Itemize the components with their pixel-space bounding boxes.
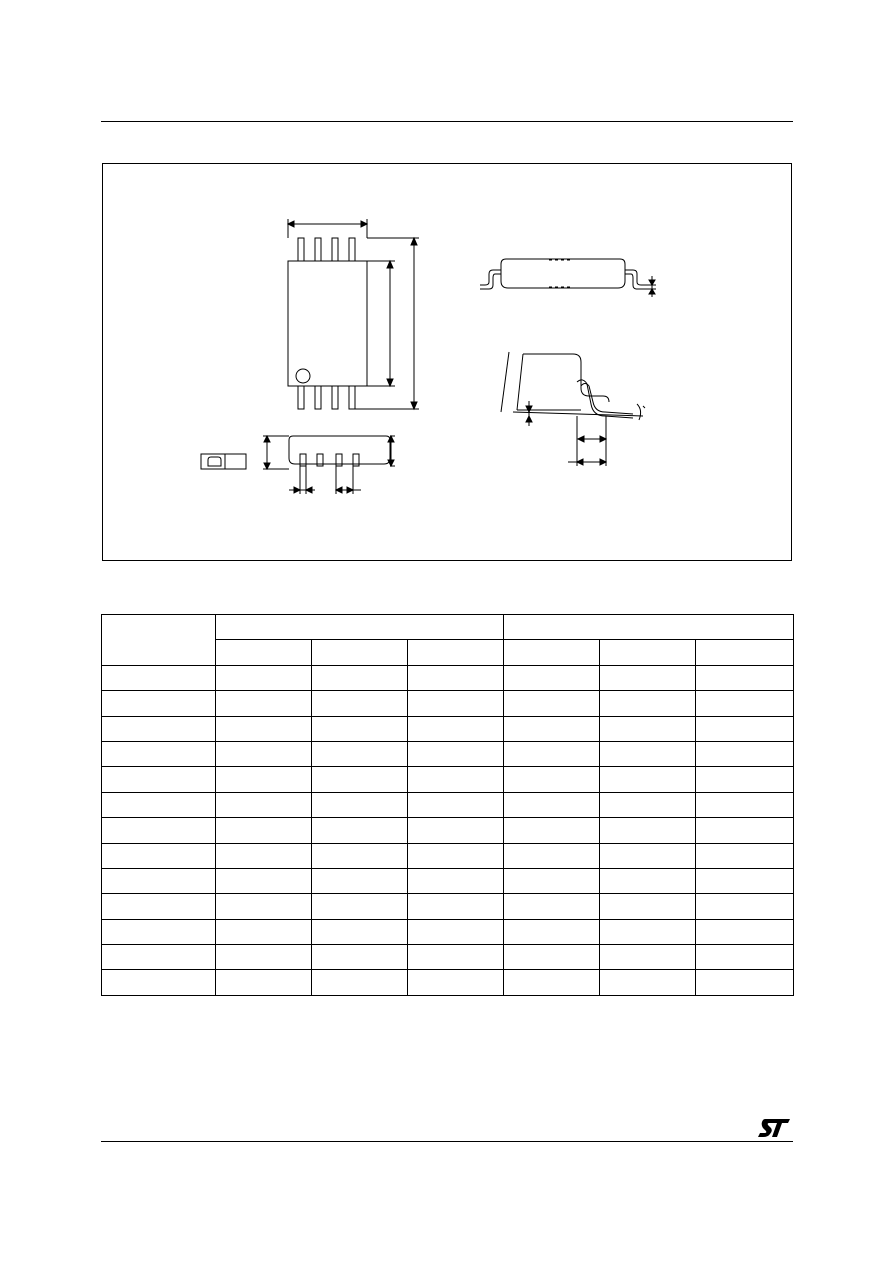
dimension-value-cell — [312, 767, 408, 792]
subheader-cell — [216, 640, 312, 665]
dimension-symbol-cell — [102, 741, 216, 766]
dimension-value-cell — [408, 767, 504, 792]
dimension-value-cell — [408, 945, 504, 970]
dimension-value-cell — [504, 818, 600, 843]
dimension-value-cell — [504, 691, 600, 716]
dimension-value-cell — [408, 741, 504, 766]
dimension-value-cell — [312, 818, 408, 843]
dimension-symbol-cell — [102, 970, 216, 996]
table-row — [102, 741, 794, 766]
subheader-cell — [408, 640, 504, 665]
dimension-value-cell — [312, 792, 408, 817]
dimension-table — [101, 614, 794, 996]
dimension-symbol-cell — [102, 919, 216, 944]
dimension-value-cell — [504, 843, 600, 868]
table-row — [102, 818, 794, 843]
dimension-value-cell — [696, 716, 794, 741]
dimension-value-cell — [408, 843, 504, 868]
dimension-value-cell — [216, 868, 312, 893]
dimension-value-cell — [600, 970, 696, 996]
dimension-value-cell — [696, 691, 794, 716]
dimension-value-cell — [312, 894, 408, 919]
dimension-value-cell — [600, 868, 696, 893]
dimension-value-cell — [312, 665, 408, 690]
dimension-value-cell — [696, 919, 794, 944]
dimension-symbol-cell — [102, 665, 216, 690]
dimension-value-cell — [408, 868, 504, 893]
subheader-cell — [504, 640, 600, 665]
dimension-value-cell — [504, 919, 600, 944]
dimension-value-cell — [600, 818, 696, 843]
dimension-value-cell — [696, 741, 794, 766]
dimension-value-cell — [216, 792, 312, 817]
dimension-value-cell — [312, 868, 408, 893]
side-view — [480, 259, 656, 297]
dimension-value-cell — [600, 767, 696, 792]
dimension-value-cell — [312, 843, 408, 868]
subheader-cell — [696, 640, 794, 665]
front-view-body — [289, 436, 390, 464]
table-row — [102, 970, 794, 996]
subheader-cell — [600, 640, 696, 665]
dimension-symbol-cell — [102, 843, 216, 868]
st-logo — [757, 1117, 791, 1139]
dimension-value-cell — [504, 970, 600, 996]
table-row — [102, 945, 794, 970]
dimension-value-cell — [504, 792, 600, 817]
dimension-symbol-cell — [102, 945, 216, 970]
dimension-value-cell — [216, 919, 312, 944]
dimension-value-cell — [408, 919, 504, 944]
dimension-value-cell — [696, 665, 794, 690]
subheader-cell — [312, 640, 408, 665]
dimension-symbol-cell — [102, 716, 216, 741]
dimension-value-cell — [504, 665, 600, 690]
header-rule — [101, 121, 793, 122]
dimension-value-cell — [216, 894, 312, 919]
dimension-value-cell — [600, 792, 696, 817]
dimension-value-cell — [696, 945, 794, 970]
dimension-value-cell — [504, 716, 600, 741]
dimension-value-cell — [216, 818, 312, 843]
table-row — [102, 691, 794, 716]
dimension-value-cell — [600, 945, 696, 970]
table-row — [102, 868, 794, 893]
package-drawing-svg — [103, 164, 791, 560]
dimension-value-cell — [504, 741, 600, 766]
table-row — [102, 843, 794, 868]
dimension-value-cell — [216, 843, 312, 868]
dimension-symbol-cell — [102, 894, 216, 919]
table-row — [102, 894, 794, 919]
dimension-symbol-cell — [102, 818, 216, 843]
dimension-value-cell — [696, 894, 794, 919]
dimension-value-cell — [504, 945, 600, 970]
dimension-value-cell — [504, 894, 600, 919]
dimension-value-cell — [696, 970, 794, 996]
top-view — [288, 219, 419, 409]
dimension-value-cell — [312, 919, 408, 944]
dimension-value-cell — [408, 894, 504, 919]
dimension-value-cell — [408, 792, 504, 817]
dimension-value-cell — [312, 691, 408, 716]
dimension-value-cell — [696, 843, 794, 868]
dimension-value-cell — [312, 945, 408, 970]
header-dim-cell — [102, 615, 216, 666]
side-view-body — [501, 259, 625, 288]
header-group-cell — [504, 615, 794, 640]
dimension-value-cell — [600, 894, 696, 919]
dimension-value-cell — [408, 970, 504, 996]
dimension-value-cell — [504, 868, 600, 893]
dimension-value-cell — [504, 767, 600, 792]
dimension-value-cell — [408, 818, 504, 843]
dimension-value-cell — [600, 741, 696, 766]
dimension-value-cell — [696, 792, 794, 817]
header-group-cell — [216, 615, 504, 640]
package-outline-drawing — [102, 163, 792, 561]
dimension-value-cell — [216, 767, 312, 792]
dimension-value-cell — [408, 665, 504, 690]
table-row — [102, 919, 794, 944]
footer-rule — [101, 1141, 793, 1142]
dimension-value-cell — [216, 665, 312, 690]
lead-detail-view — [501, 352, 645, 466]
dimension-value-cell — [696, 868, 794, 893]
dimension-symbol-cell — [102, 767, 216, 792]
dimension-value-cell — [696, 767, 794, 792]
dimension-value-cell — [696, 818, 794, 843]
dimension-symbol-cell — [102, 868, 216, 893]
dimension-value-cell — [600, 716, 696, 741]
dimension-value-cell — [216, 691, 312, 716]
dimension-value-cell — [600, 919, 696, 944]
dimension-symbol-cell — [102, 792, 216, 817]
dimension-value-cell — [216, 716, 312, 741]
dimension-value-cell — [216, 945, 312, 970]
dimension-value-cell — [408, 691, 504, 716]
table-header-row — [102, 615, 794, 640]
dimension-value-cell — [312, 970, 408, 996]
pin1-marker — [296, 369, 310, 383]
table-row — [102, 716, 794, 741]
dimension-value-cell — [408, 716, 504, 741]
dimension-value-cell — [600, 843, 696, 868]
front-view — [201, 436, 395, 494]
table-row — [102, 767, 794, 792]
dimension-value-cell — [312, 716, 408, 741]
table-row — [102, 665, 794, 690]
dimension-value-cell — [216, 741, 312, 766]
table-row — [102, 792, 794, 817]
dimension-symbol-cell — [102, 691, 216, 716]
dimension-value-cell — [216, 970, 312, 996]
dimension-value-cell — [312, 741, 408, 766]
dimension-value-cell — [600, 665, 696, 690]
top-view-body — [288, 261, 367, 386]
dimension-value-cell — [600, 691, 696, 716]
